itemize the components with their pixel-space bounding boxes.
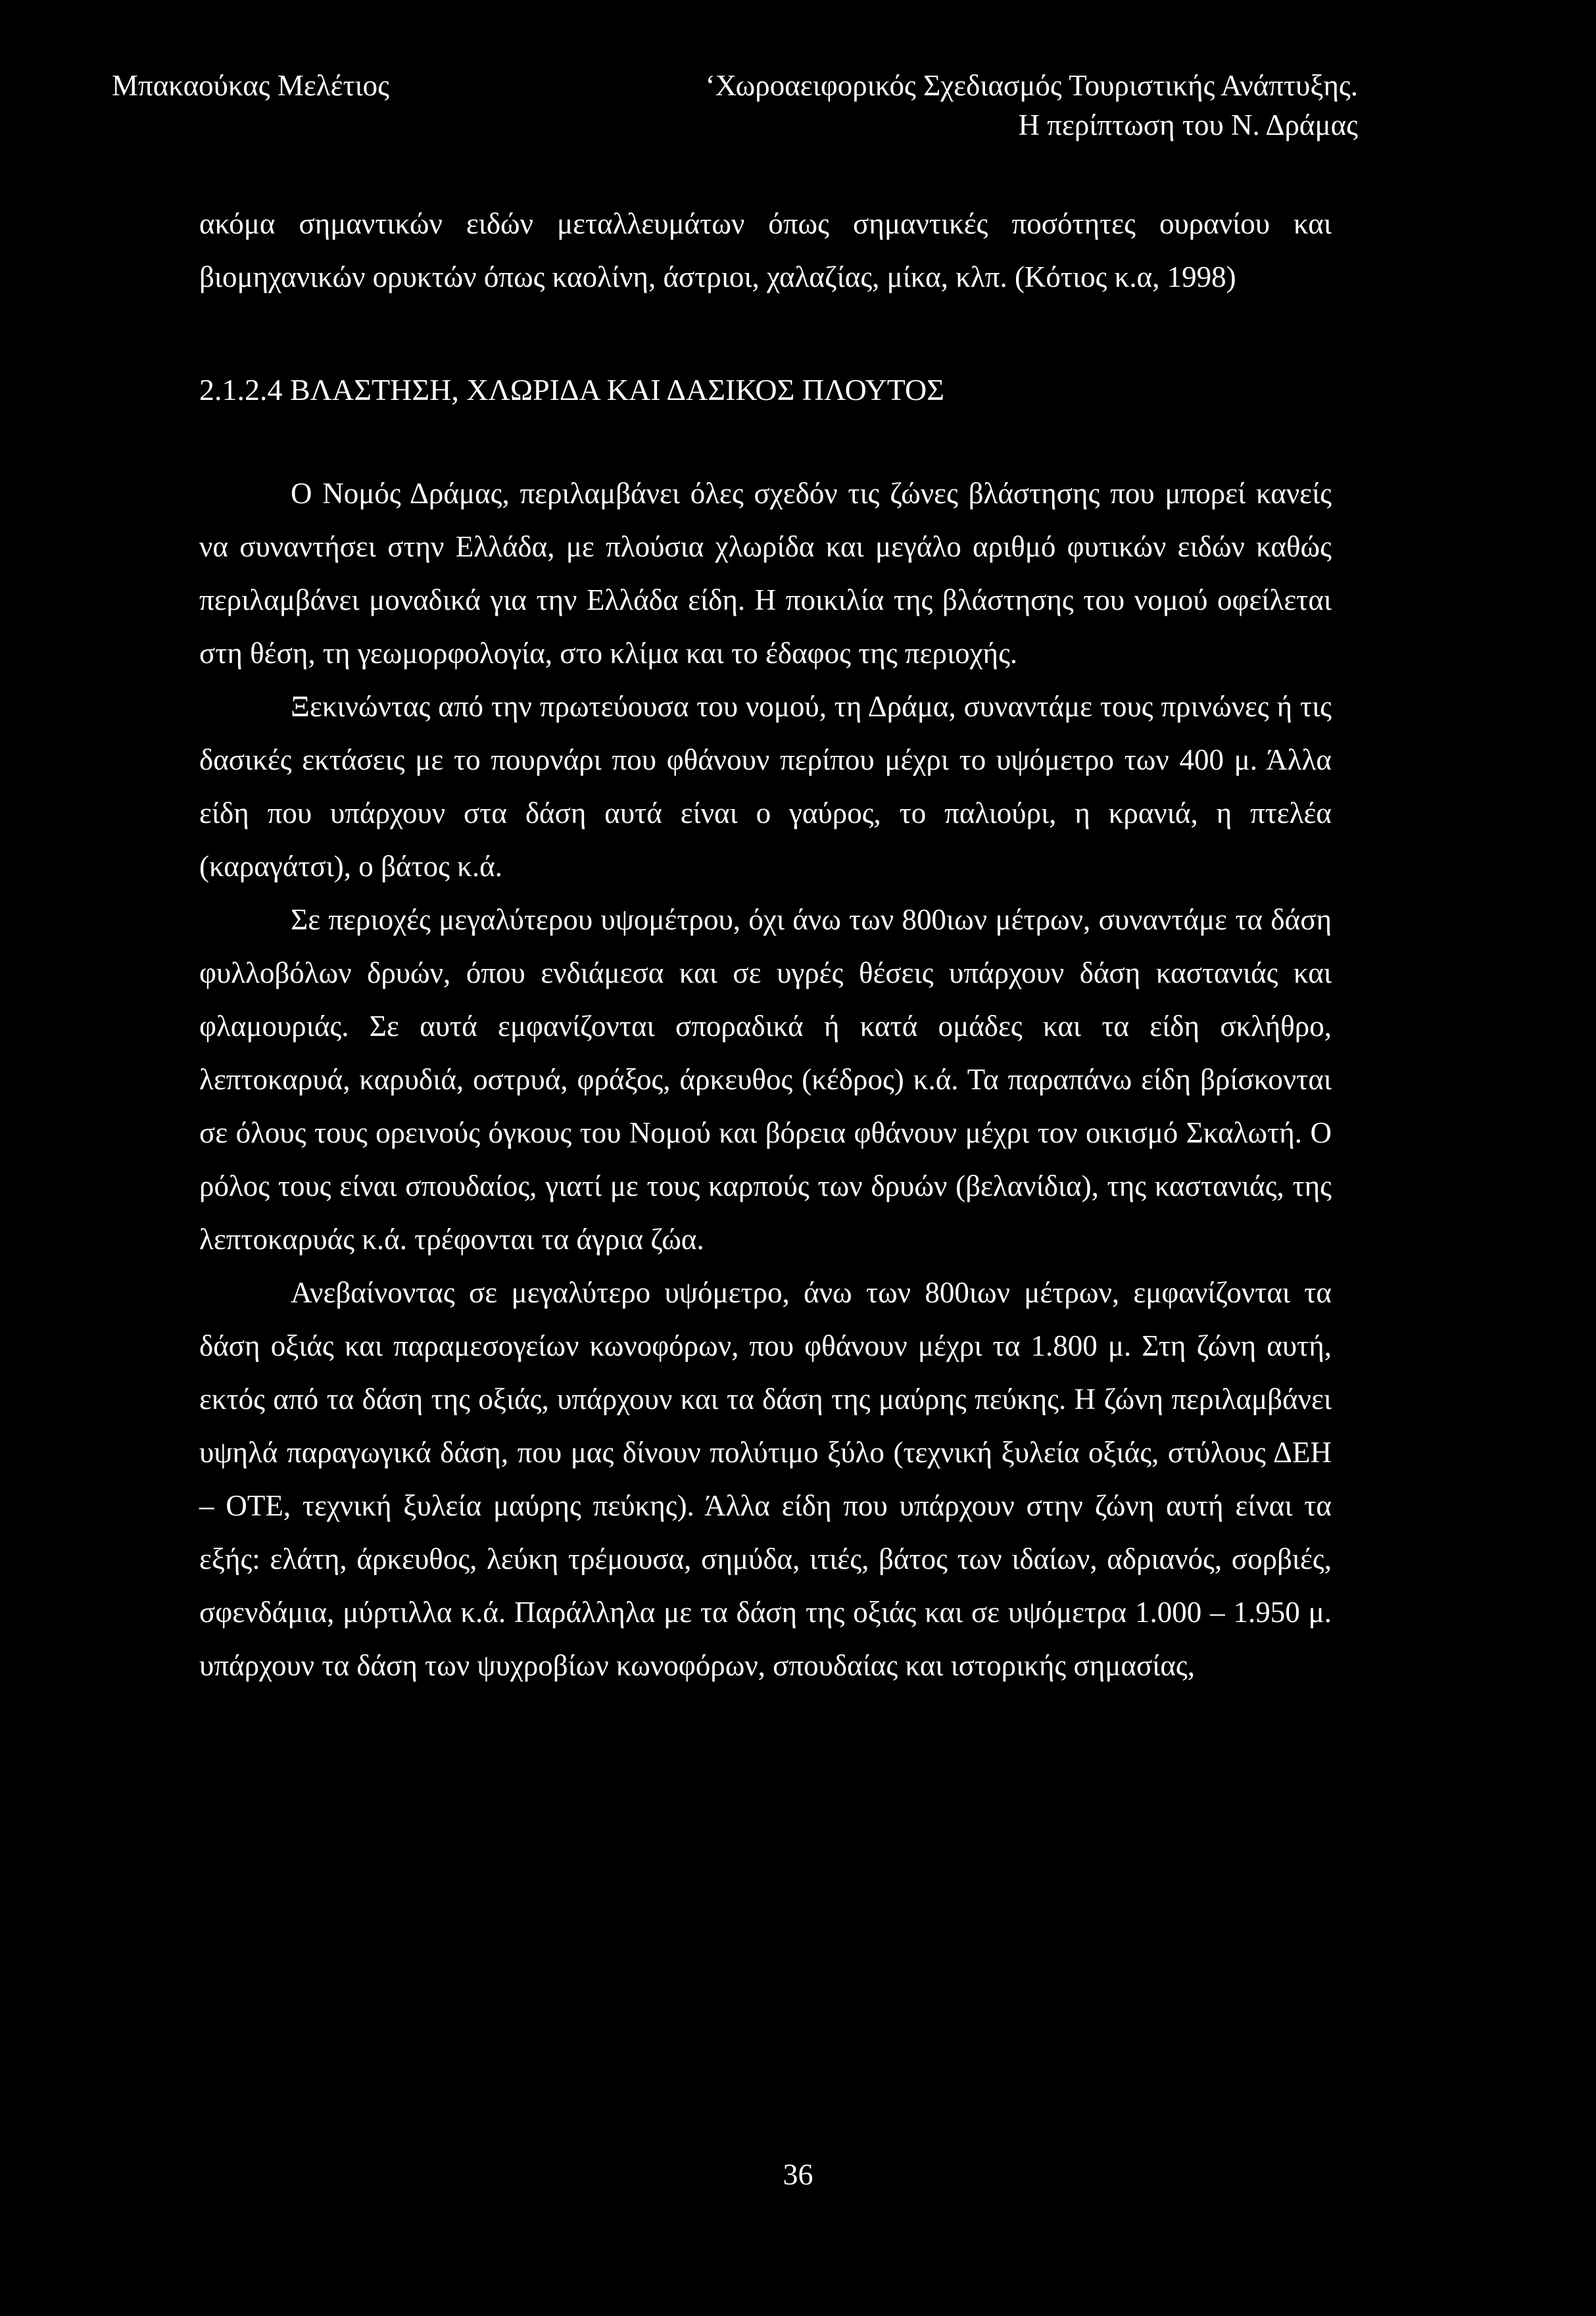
page-number: 36 [783, 2157, 813, 2191]
header-author: Μπακαούκας Μελέτιος [112, 69, 390, 102]
paragraph-oak-zone: Σε περιοχές μεγαλύτερου υψομέτρου, όχι άνω των 800ιων μέτρων, συναντάμε τα δάση φυλλοβόλων δρυών, όπου ενδιάμεσα και σε υγρές θέσεις υπάρχουν δάση καστανιάς και φλαμουριάς. Σε αυτά εμφανίζονται σποραδικά ή κατά ομάδες και τα είδη σκλήθρο, λεπτοκαρυά, καρυδιά, οστρυά, φράξος, άρκευθος (κέδρος) κ.ά. Τα παραπάνω είδη βρίσκονται σε όλους τους ορεινούς όγκους του Νομού και βόρεια φθάνουν μέχρι τον οικισμό Σκαλωτή. Ο ρόλος τους είναι σπουδαίος, γιατί με τους καρπούς των δρυών (βελανίδια), της καστανιάς, της λεπτοκαρυάς κ.ά. τρέφονται τα άγρια ζώα. [199, 903, 1332, 1256]
header-title-line-2: Η περίπτωση του Ν. Δράμας [1018, 109, 1358, 141]
header-title [706, 66, 1358, 145]
intro-paragraph: ακόμα σημαντικών ειδών μεταλλευμάτων όπως σημαντικές ποσότητες ουρανίου και βιομηχανικών ορυκτών όπως καολίνη, άστριοι, χαλαζίας, μίκα, κλπ. (Κότιος κ.α, 1998) [199, 207, 1332, 293]
section-heading: 2.1.2.4 ΒΛΑΣΤΗΣΗ, ΧΛΩΡΙΔΑ ΚΑΙ ΔΑΣΙΚΟΣ ΠΛΟΥΤΟΣ [199, 373, 945, 407]
header-title-line-1: ‘Χωροαειφορικός Σχεδιασμός Τουριστικής Ανάπτυξης. [705, 69, 1358, 102]
paragraph-vegetation-overview: Ο Νομός Δράμας, περιλαμβάνει όλες σχεδόν τις ζώνες βλάστησης που μπορεί κανείς να συναντήσει στην Ελλάδα, με πλούσια χλωρίδα και μεγάλο αριθμό φυτικών ειδών καθώς περιλαμβάνει μοναδικά για την Ελλάδα είδη. Η ποικιλία της βλάστησης του νομού οφείλεται στη θέση, τη γεωμορφολογία, στο κλίμα και το έδαφος της περιοχής. [199, 477, 1332, 670]
page-body [199, 197, 1332, 1692]
running-header [112, 66, 1358, 151]
paragraph-lowland-zone: Ξεκινώντας από την πρωτεύουσα του νομού, τη Δράμα, συναντάμε τους πρινώνες ή τις δασικές εκτάσεις με το πουρνάρι που φθάνουν περίπου μέχρι το υψόμετρο των 400 μ. Άλλα είδη που υπάρχουν στα δάση αυτά είναι ο γαύρος, το παλιούρι, η κρανιά, η πτελέα (καραγάτσι), ο βάτος κ.ά. [199, 690, 1332, 883]
paragraph-beech-zone: Ανεβαίνοντας σε μεγαλύτερο υψόμετρο, άνω των 800ιων μέτρων, εμφανίζονται τα δάση οξιάς και παραμεσογείων κωνοφόρων, που φθάνουν μέχρι τα 1.800 μ. Στη ζώνη αυτή, εκτός από τα δάση της οξιάς, υπάρχουν και τα δάση της μαύρης πεύκης. Η ζώνη περιλαμβάνει υψηλά παραγωγικά δάση, που μας δίνουν πολύτιμο ξύλο (τεχνική ξυλεία οξιάς, στύλους ΔΕΗ – ΟΤΕ, τεχνική ξυλεία μαύρης πεύκης). Άλλα είδη που υπάρχουν στην ζώνη αυτή είναι τα εξής: ελάτη, άρκευθος, λεύκη τρέμουσα, σημύδα, ιτιές, βάτος των ιδαίων, αδριανός, σορβιές, σφενδάμια, μύρτιλλα κ.ά. Παράλληλα με τα δάση της οξιάς και σε υψόμετρα 1.000 – 1.950 μ. υπάρχουν τα δάση των ψυχροβίων κωνοφόρων, σπουδαίας και ιστορικής σημασίας, [199, 1276, 1332, 1682]
